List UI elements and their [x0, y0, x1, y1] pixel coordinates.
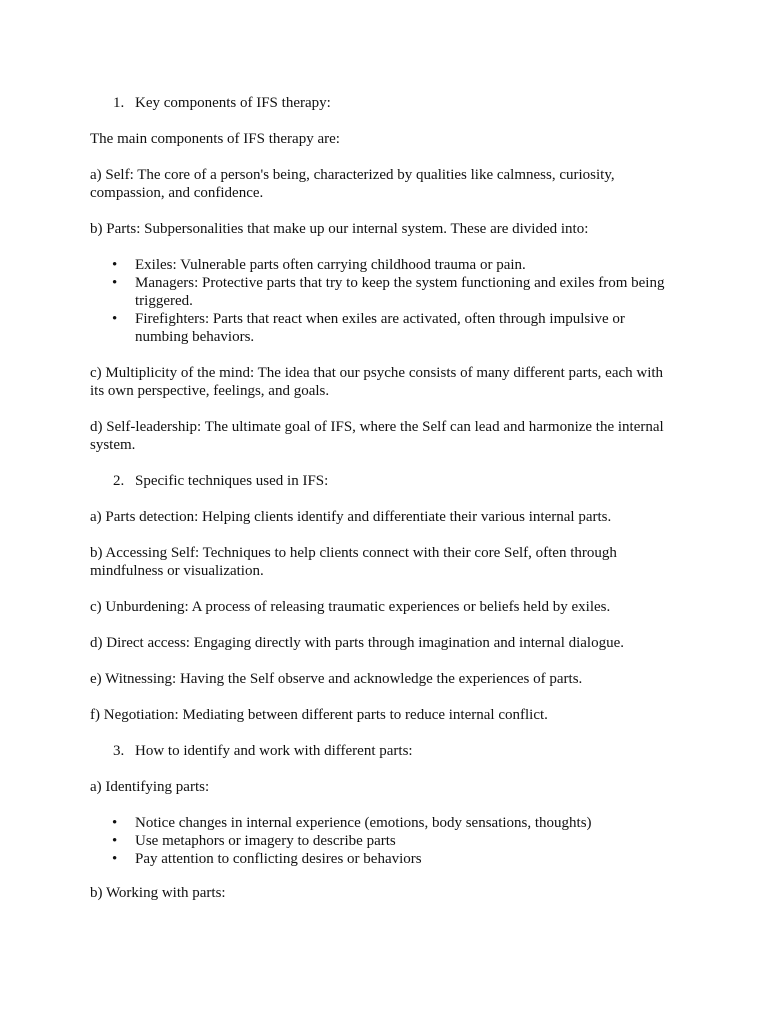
section-1-intro: The main components of IFS therapy are: — [90, 131, 340, 147]
section-2-number: 2. — [113, 473, 125, 489]
identifying-parts-bullet-list — [90, 814, 680, 868]
list-item: • Pay attention to conflicting desires or behaviors — [90, 850, 680, 868]
section-2-item-a: a) Parts detection: Helping clients identify and differentiate their various internal parts. — [90, 509, 612, 525]
section-1-item-d: d) Self-leadership: The ultimate goal of IFS, where the Self can lead and harmonize the internal system. — [90, 419, 664, 453]
section-2-item-e: e) Witnessing: Having the Self observe and acknowledge the experiences of parts. — [90, 671, 583, 687]
section-2-heading — [113, 472, 673, 490]
section-2-item-f: f) Negotiation: Mediating between different parts to reduce internal conflict. — [90, 707, 548, 723]
section-2-item-d: d) Direct access: Engaging directly with parts through imagination and internal dialogue. — [90, 635, 625, 651]
list-item: • Firefighters: Parts that react when exiles are activated, often through impulsive or numbing behaviors. — [90, 310, 680, 346]
section-1-title: Key components of IFS therapy: — [135, 95, 331, 111]
section-3-heading — [113, 742, 673, 760]
parts-bullet-list — [90, 256, 680, 346]
section-3-item-a: a) Identifying parts: — [90, 779, 210, 795]
list-item: • Use metaphors or imagery to describe parts — [90, 832, 680, 850]
section-2-item-b: b) Accessing Self: Techniques to help clients connect with their core Self, often through mindfulness or visualization. — [90, 545, 617, 579]
section-2-item-c: c) Unburdening: A process of releasing traumatic experiences or beliefs held by exiles. — [90, 599, 611, 615]
section-1-heading — [113, 94, 673, 112]
list-item: • Notice changes in internal experience (emotions, body sensations, thoughts) — [90, 814, 680, 832]
section-3-title: How to identify and work with different parts: — [135, 743, 413, 759]
section-1-number: 1. — [113, 95, 125, 111]
list-item: • Managers: Protective parts that try to keep the system functioning and exiles from being triggered. — [90, 274, 680, 310]
section-1-item-c: c) Multiplicity of the mind: The idea that our psyche consists of many different parts, each with its own perspective, feelings, and goals. — [90, 365, 664, 399]
section-1-item-b: b) Parts: Subpersonalities that make up our internal system. These are divided into: — [90, 221, 589, 237]
section-3-number: 3. — [113, 743, 125, 759]
section-3-item-b: b) Working with parts: — [90, 885, 226, 901]
list-item: • Exiles: Vulnerable parts often carrying childhood trauma or pain. — [90, 256, 680, 274]
section-1-item-a: a) Self: The core of a person's being, characterized by qualities like calmness, curiosity, compassion, and confidence. — [90, 167, 615, 201]
section-2-title: Specific techniques used in IFS: — [135, 473, 329, 489]
